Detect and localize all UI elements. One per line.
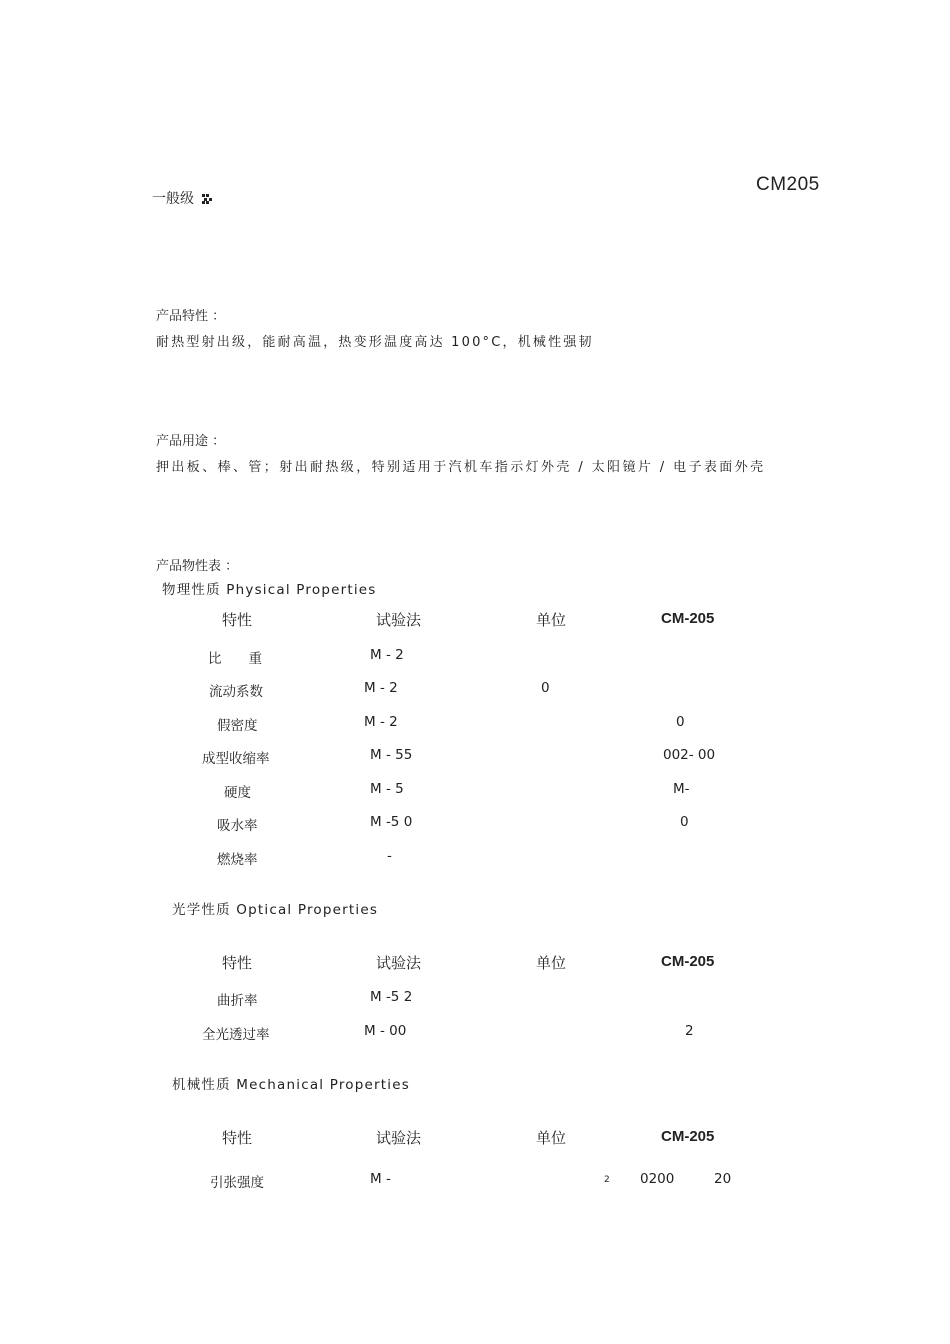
header-method: 试验法 [376,1129,422,1147]
header-method: 试验法 [376,611,422,629]
table-row-method: M -5 0 [370,814,413,830]
features-label: 产品特性 ： [156,309,226,324]
table-row-value: 0 [680,814,689,830]
table-row-unit: 0 [541,680,550,696]
uses-text: 押出板、棒、管；射出耐热级，特别适用于汽机车指示灯外壳 / 太阳镜片 / 电子表面外壳 [156,460,766,475]
grade-label [152,188,214,208]
table-row-value: 2 [685,1023,694,1039]
table-row-property: 硬度 [224,785,251,801]
table-row-property: 燃烧率 [217,852,258,868]
table-row-property: 吸水率 [217,818,258,834]
table-row-property: 流动系数 [209,684,263,700]
table-row-property: 假密度 [217,718,258,734]
header-grade: CM-205 [661,953,715,970]
header-method: 试验法 [376,954,422,972]
table-row-property: 曲折率 [217,993,258,1009]
table-row-property: 引张强度 [210,1175,264,1191]
table-row-property: 成型收缩率 [202,751,270,767]
header-grade: CM-205 [661,1128,715,1145]
table-row-value: M- [673,781,690,797]
mechanical-title: 机械性质 Mechanical Properties [172,1077,410,1093]
table-row-value: 20 [714,1171,732,1187]
physical-title: 物理性质 Physical Properties [162,582,377,598]
table-row-method: M - 5 [370,781,404,797]
table-row-method: M - 2 [364,680,398,696]
table-row-method: - [387,848,392,864]
table-row-method: M - 00 [364,1023,407,1039]
table-row-value: 0 [676,714,685,730]
optical-title: 光学性质 Optical Properties [172,902,379,918]
table-row-method: M - 2 [370,647,404,663]
header-unit: 单位 [536,611,567,629]
table-row-property: 比 重 [208,651,262,667]
table-row-method: M -5 2 [370,989,413,1005]
table-row-method: M - 55 [370,747,413,763]
uses-label: 产品用途 ： [156,434,226,449]
features-text: 耐热型射出级，能耐高温，热变形温度高达 100°C，机械性强韧 [156,335,594,350]
table-row-value: 002- 00 [663,747,716,763]
header-unit: 单位 [536,954,567,972]
table-row-method: M - 2 [364,714,398,730]
bullet-dots-icon [202,194,214,204]
header-unit: 单位 [536,1129,567,1147]
properties-label: 产品物性表 ： [156,559,239,574]
table-row-unit: 0200 [640,1171,675,1187]
table-row-unit-superscript: 2 [604,1175,610,1185]
table-row-method: M - [370,1171,391,1187]
header-property: 特性 [222,1129,253,1147]
header-property: 特性 [222,611,253,629]
grade-text: 一般级 [152,191,194,207]
header-grade: CM-205 [661,610,715,627]
model-title: CM205 [756,174,820,195]
header-property: 特性 [222,954,253,972]
table-row-property: 全光透过率 [202,1027,270,1043]
